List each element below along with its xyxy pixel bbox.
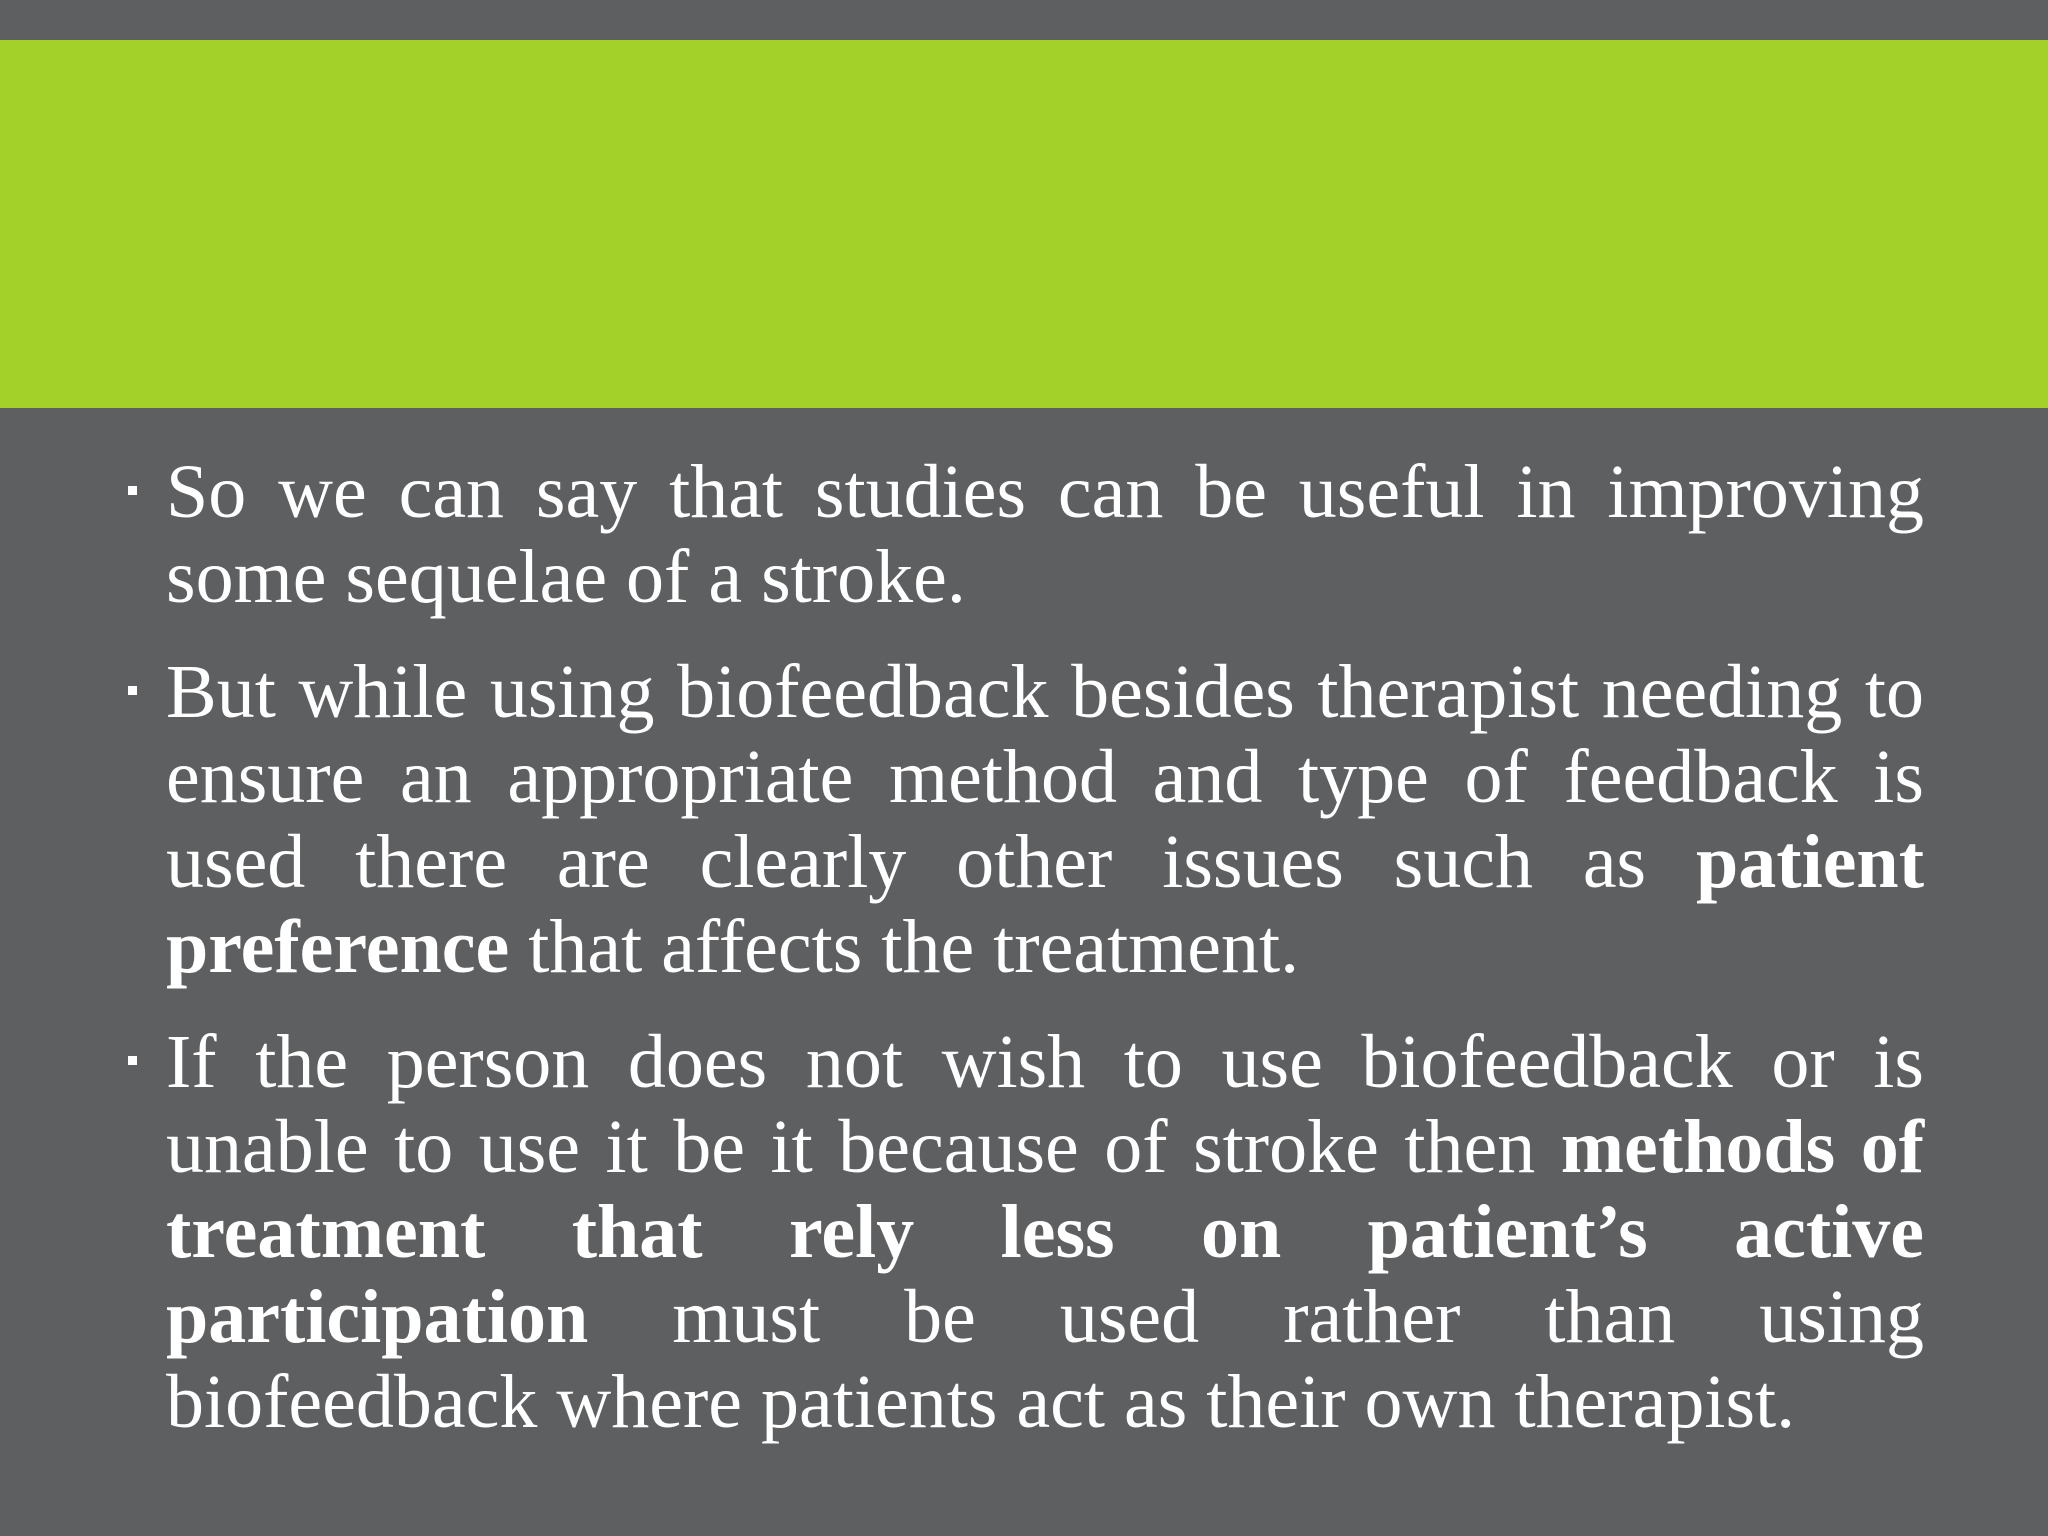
bullet-item-3 [128,1020,1924,1445]
bullet-list [128,450,1924,1475]
bullet-square-icon [128,1056,137,1065]
bullet-item-1 [128,450,1924,620]
bullet-2-emphasis: patient preference [166,820,1924,989]
bullet-2-text-part-1: But while using biofeedback besides therapist needing to ensure an appropriate method and type of feedback is used there are clearly other issues such as [166,650,1924,904]
bullet-3-text-part-1: If the person does not wish to use biofeedback or is unable to use it be it because of stroke then [166,1020,1924,1189]
title-band [0,40,2048,408]
bullet-square-icon [128,486,137,495]
bullet-item-2 [128,650,1924,990]
bullet-3-text-part-2: must be used rather than using biofeedback where patients act as their own therapist. [166,1275,1924,1444]
bullet-2-text-part-2: that affects the treatment. [509,905,1300,989]
bullet-3-emphasis: methods of treatment that rely less on patient’s active participation [166,1105,1924,1359]
bullet-1-text: So we can say that studies can be useful in improving some sequelae of a stroke. [166,450,1924,619]
bullet-square-icon [128,686,137,695]
